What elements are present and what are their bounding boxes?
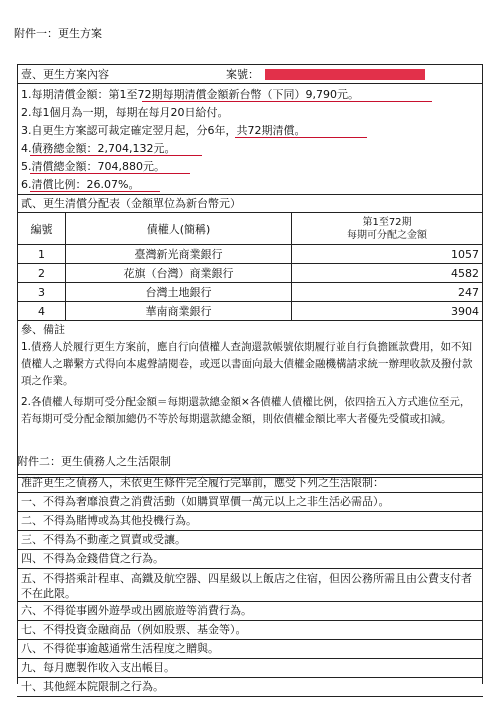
- list-item: 七、不得投資金融商品（例如股票、基金等）。: [17, 621, 483, 640]
- col-header-amount-line1: 第1至72期: [362, 216, 412, 228]
- underline-item-6: [30, 191, 160, 192]
- attachment1-title: 附件一：更生方案: [14, 27, 102, 40]
- case-number-label: 案號：: [226, 68, 259, 81]
- note-2: 2.各債權人每期可受分配金額＝每期還款總金額×各債權人債權比例，依四捨五入方式進位至元，若每期可受分配金額加總仍不等於每期還款總金額，則依債權金額比率大者優先受償或扣減。: [21, 396, 471, 425]
- table-row: [18, 264, 483, 283]
- list-item: 二、不得為賭博或為其他投機行為。: [17, 512, 483, 531]
- section1-heading: 壹、更生方案內容: [21, 68, 109, 81]
- section2-divider: [17, 194, 483, 195]
- row-no: 3: [18, 283, 66, 302]
- list-item: 一、不得為奢靡浪費之消費活動（如購買單價一萬元以上之非生活必需品）。: [17, 493, 483, 512]
- row-no: 1: [18, 245, 66, 264]
- col-header-creditor: 債權人(簡稱): [66, 213, 292, 245]
- restriction-intro: 准許更生之債務人，未依更生條件完全履行完畢前，應受下列之生活限制：: [21, 476, 384, 489]
- attachment2-title: 附件二：更生債務人之生活限制: [17, 455, 171, 468]
- section1-divider: [17, 83, 483, 84]
- row-amount: 247: [292, 283, 483, 302]
- underline-item-3: [235, 137, 367, 138]
- list-item: 五、不得搭乘計程車、高鐵及航空器、四星級以上飯店之住宿，但因公務所需且由公費支付者不在此限。: [17, 569, 483, 602]
- plan-item-5: 5.清償總金額：704,880元。: [21, 160, 165, 173]
- plan-item-4: 4.債務總金額：2,704,132元。: [21, 142, 176, 155]
- row-creditor: 華南商業銀行: [66, 302, 292, 321]
- list-item: 九、每月應製作收入支出帳目。: [17, 659, 483, 678]
- section2-heading: 貳、更生清償分配表（金額單位為新台幣元）: [21, 197, 241, 210]
- underline-item-1: [142, 101, 432, 102]
- list-item: 六、不得從事國外遊學或出國旅遊等消費行為。: [17, 602, 483, 621]
- row-amount: 4582: [292, 264, 483, 283]
- list-item: 四、不得為金錢借貸之行為。: [17, 550, 483, 569]
- table-row: [18, 302, 483, 321]
- row-creditor: 台灣土地銀行: [66, 283, 292, 302]
- section3-heading: 參、備註: [21, 323, 65, 336]
- row-creditor: 臺灣新光商業銀行: [66, 245, 292, 264]
- plan-item-2: 2.每1個月為一期，每期在每月20日給付。: [21, 106, 229, 119]
- list-item: 八、不得從事逾越通常生活程度之贈與。: [17, 640, 483, 659]
- plan-item-6: 6.清償比例：26.07%。: [21, 178, 140, 191]
- distribution-table: [17, 212, 483, 321]
- plan-item-3: 3.自更生方案認可裁定確定翌月起，分6年，共72期清償。: [21, 124, 306, 137]
- distribution-table-header: [18, 213, 483, 245]
- row-no: 2: [18, 264, 66, 283]
- row-no: 4: [18, 302, 66, 321]
- plan-item-1: 1.每期清償金額：第1至72期每期清償金額新台幣（下同）9,790元。: [21, 88, 359, 101]
- list-item: 三、不得為不動產之買賣或受讓。: [17, 531, 483, 550]
- underline-item-4: [30, 155, 202, 156]
- row-amount: 1057: [292, 245, 483, 264]
- table-row: [18, 283, 483, 302]
- list-item: 十、其他經本院限制之行為。: [17, 678, 483, 697]
- table-row: [18, 245, 483, 264]
- col-header-amount-line2: 每期可分配之金額: [347, 229, 427, 241]
- col-header-amount: [292, 213, 483, 245]
- underline-item-5: [30, 173, 190, 174]
- row-creditor: 花旗（台灣）商業銀行: [66, 264, 292, 283]
- restriction-intro-row: [17, 474, 483, 493]
- note-1: 1.債務人於履行更生方案前，應自行向債權人查詢還款帳號依期履行並自行負擔匯款費用，如不知債權人之聯繫方式得向本處聲請閱卷，或逕以書面向最大債權金融機構請求統一辦理收款及撥付款項之作業。: [21, 341, 473, 387]
- col-header-no: 編號: [18, 213, 66, 245]
- row-amount: 3904: [292, 302, 483, 321]
- case-number-redaction: [265, 69, 425, 80]
